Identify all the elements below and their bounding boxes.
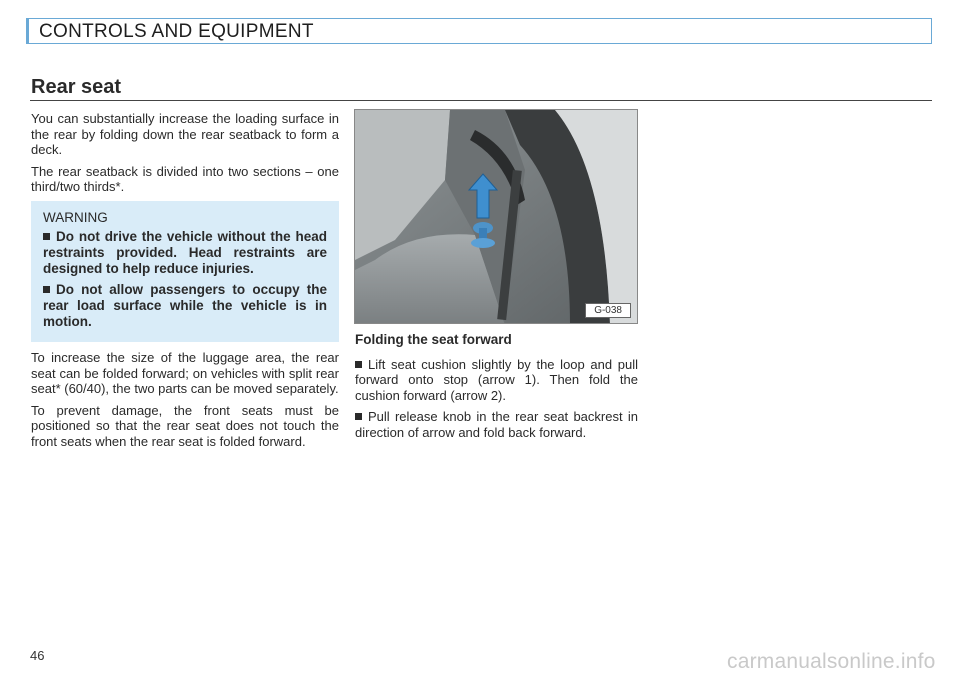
instruction-step-1-text: Lift seat cushion slightly by the loop and pull forward onto stop (arrow 1). Then fold the cushion forward (arrow 2). <box>355 356 638 403</box>
warning-item <box>43 282 327 330</box>
warning-item <box>43 229 327 277</box>
body-paragraph-3: To increase the size of the luggage area, the rear seat can be folded forward; on vehicles with split rear seat* (60/40), the two parts can be moved separately. <box>31 350 339 396</box>
page-number: 46 <box>30 648 45 663</box>
instructions-heading: Folding the seat forward <box>355 332 512 347</box>
figure-label: G-038 <box>585 303 631 318</box>
bullet-icon <box>43 233 50 240</box>
rear-seat-photo <box>355 110 638 324</box>
seat-folding-illustration <box>354 109 638 324</box>
intro-paragraph-1: You can substantially increase the loading surface in the rear by folding down the rear seatback to form a deck. <box>31 111 339 157</box>
body-paragraph-4: To prevent damage, the front seats must be positioned so that the rear seat does not touch the front seats when the rear seat is folded forward. <box>31 402 339 449</box>
watermark: carmanualsonline.info <box>727 650 936 673</box>
warning-box <box>31 201 339 343</box>
chapter-title: CONTROLS AND EQUIPMENT <box>39 21 314 42</box>
instruction-step <box>355 357 638 404</box>
instruction-step <box>355 409 638 440</box>
left-column <box>31 111 339 455</box>
chapter-bar-accent <box>27 19 33 43</box>
bullet-icon <box>43 286 50 293</box>
section-divider <box>30 100 932 101</box>
right-column <box>355 332 638 446</box>
warning-item-1-text: Do not drive the vehicle without the head restraints provided. Head restraints are designed to help reduce injuries. <box>43 229 327 276</box>
chapter-header-bar <box>26 18 932 44</box>
bullet-icon <box>355 361 362 368</box>
intro-paragraph-2: The rear seatback is divided into two sections – one third/two thirds*. <box>31 163 339 194</box>
warning-item-2-text: Do not allow passengers to occupy the rear load surface while the vehicle is in motion. <box>43 282 327 329</box>
instruction-step-2-text: Pull release knob in the rear seat backrest in direction of arrow and fold back forward. <box>355 409 638 440</box>
warning-title: WARNING <box>43 209 108 225</box>
section-title: Rear seat <box>31 76 122 98</box>
bullet-icon <box>355 413 362 420</box>
